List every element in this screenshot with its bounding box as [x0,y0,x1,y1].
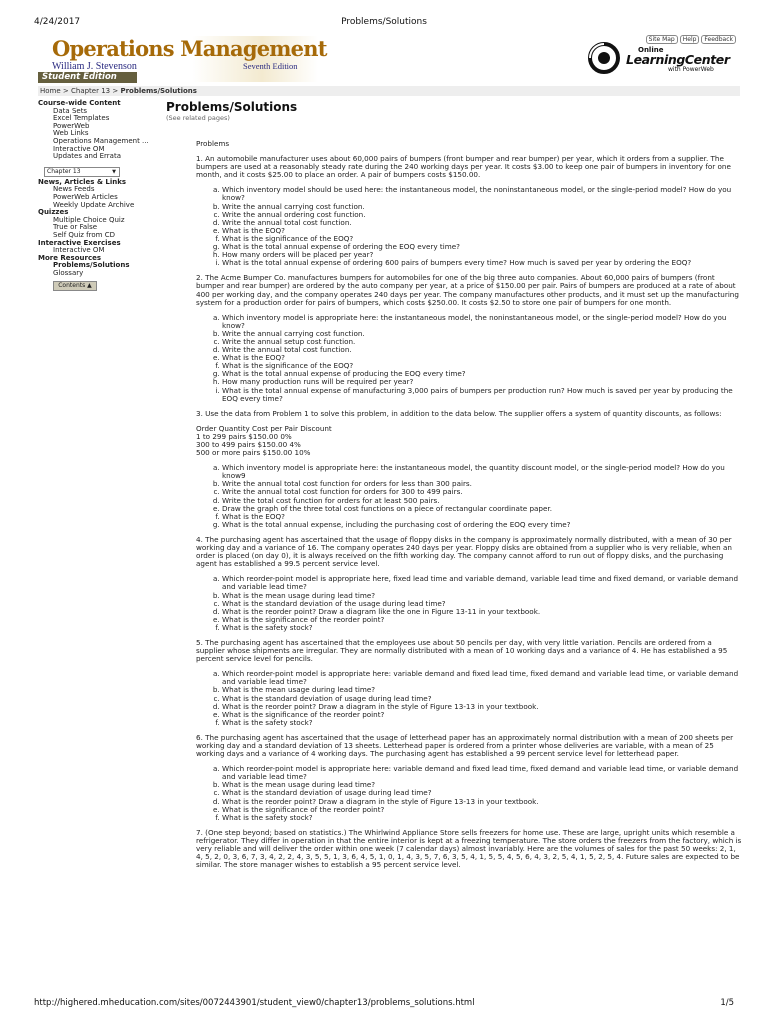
question-item: g. What is the total annual expense, including the purchasing cost of ordering the EOQ every time? [222,521,742,529]
site-map-link[interactable]: Site Map [646,35,678,44]
print-page-number: 1/5 [720,998,734,1008]
question-item: f. What is the significance of the EOQ? [222,235,742,243]
question-item: b. Write the annual carrying cost function. [222,330,742,338]
sidebar-item-updates-errata[interactable]: Updates and Errata [53,152,121,161]
print-header [34,17,734,29]
olc-logo-block [586,36,736,76]
problem-text: 4. The purchasing agent has ascertained that the usage of floppy disks in the company is approximately normally distributed, with a mean of 30 per working day and a variance of 16. The company operates 240 days per year. Floppy disks are obtained from a supplier who is very reliable, when an order is placed (on day 0), it is always received on the fifth working day. The company cannot afford to run out of floppy disks, and the purchasing agent has established a 99.5 percent service level. [196,534,732,569]
question-item: b. What is the mean usage during lead time? [222,592,742,600]
breadcrumb-chapter[interactable]: Chapter 13 [71,87,111,95]
problem-text: 6. The purchasing agent has ascertained that the usage of letterhead paper has an approximately normal distribution with a mean of 200 sheets per working day and a standard deviation of 13 sheets. Letterhead paper is ordered from a printer whose deliveries are variable, with a mean of 25 working days and a variance of 4 working days. The purchasing agent has established a 99 percent service level for letterhead paper. [196,732,734,759]
sidebar-item-powerweb[interactable]: PowerWeb [53,121,90,130]
related-pages-link[interactable]: (See related pages) [166,114,230,122]
sidebar [38,100,158,291]
question-item: f. What is the safety stock? [222,719,742,727]
discount-table [196,425,742,457]
discount-row: 500 or more pairs $150.00 10% [196,448,311,458]
discount-row: 300 to 499 pairs $150.00 4% [196,440,301,449]
sidebar-section-more: More Resources [38,253,102,262]
question-item: d. What is the reorder point? Draw a diagram like the one in Figure 13-11 in your textbook. [222,608,742,616]
sidebar-item-glossary[interactable]: Glossary [53,268,84,277]
question-item: b. Write the annual carrying cost function. [222,203,742,211]
problem-text: 7. (One step beyond; based on statistics.) The Whirlwind Appliance Store sells freezers for home use. These are large, upright units which resemble a refrigerator. They differ in operation in that the entire interior is kept at a freezing temperature. The store orders the freezers from the factory, which is very reliable and will deliver the order within one week (7 calendar days) almost invariably. Here are the volumes of sales for the past 50 weeks: 2, 1, 4, 5, 2, 0, 3, 6, 7, 3, 4, 2, 2, 4, 3, 5, 5, 1, 3, 6, 4, 5, 1, 0, 1, 4, 3, 5, 7, 6, 3, 5, 4, 1, 5, 5, 4, 5, 6, 4, 3, 2, 5, 4, 1, 5, 2, 5, 4. Future sales are expected to be similar. The store manager wishes to establish a 95 percent service level. [196,827,742,870]
question-item: b. What is the mean usage during lead time? [222,686,742,694]
sidebar-item-data-sets[interactable]: Data Sets [53,106,88,115]
main-content [166,100,742,870]
question-item: e. What is the significance of the reorder point? [222,806,742,814]
question-item: e. What is the EOQ? [222,354,742,362]
sidebar-item-operations-management[interactable]: Operations Management ... [53,136,149,145]
question-item: a. Which inventory model should be used here: the instantaneous model, the noninstantaneous model, or the single-period model? How do you know? [222,186,742,202]
discount-row: Order Quantity Cost per Pair Discount [196,423,332,433]
breadcrumb: Home > Chapter 13 > Problems/Solutions [38,86,740,96]
question-item: a. Which reorder-point model is appropriate here: variable demand and fixed lead time, fixed demand and variable lead time, or variable demand and variable lead time? [222,670,742,686]
print-url: http://highered.mheducation.com/sites/0072443901/student_view0/chapter13/problems_solutions.html [34,998,475,1008]
sidebar-section-interactive: Interactive Exercises [38,238,121,247]
sidebar-course-wide: Course-wide Content [38,99,121,107]
question-item: c. Write the annual setup cost function. [222,338,742,346]
sidebar-item-interactive-om-2[interactable]: Interactive OM [53,246,105,255]
print-title: Problems/Solutions [341,17,427,27]
question-item: a. Which reorder-point model is appropriate here, fixed lead time and variable demand, variable lead time and fixed demand, or variable demand and variable lead time? [222,575,742,591]
problem-text: 3. Use the data from Problem 1 to solve this problem, in addition to the data below. The supplier offers a system of quantity discounts, as follows: [196,408,722,418]
question-item: d. What is the reorder point? Draw a diagram in the style of Figure 13-13 in your textbook. [222,798,742,806]
question-item: e. What is the EOQ? [222,227,742,235]
problem-questions [196,186,742,267]
question-item: b. Write the annual total cost function for orders for less than 300 pairs. [222,480,742,488]
question-item: i. What is the total annual expense of manufacturing 3,000 pairs of bumpers per production run? How much is saved per year by producing the EOQ every time? [222,387,742,403]
sidebar-item-self-quiz[interactable]: Self Quiz from CD [53,230,115,239]
sidebar-item-web-links[interactable]: Web Links [53,129,89,138]
question-item: d. Write the total cost function for orders for at least 500 pairs. [222,497,742,505]
problems-heading: Problems [196,139,230,148]
question-item: d. Write the annual total cost function. [222,346,742,354]
question-item: i. What is the total annual expense of ordering 600 pairs of bumpers every time? How much is saved per year by ordering the EOQ? [222,259,742,267]
question-item: d. Write the annual total cost function. [222,219,742,227]
edition: Seventh Edition [243,61,298,71]
question-item: e. What is the significance of the reorder point? [222,616,742,624]
question-item: g. What is the total annual expense of ordering the EOQ every time? [222,243,742,251]
question-item: a. Which inventory model is appropriate here: the instantaneous model, the quantity discount model, or the single-period model? How do you know9 [222,464,742,480]
question-item: a. Which reorder-point model is appropriate here: variable demand and fixed lead time, fixed demand and variable lead time, or variable demand and variable lead time? [222,765,742,781]
question-item: e. Draw the graph of the three total cost functions on a piece of rectangular coordinate paper. [222,505,742,513]
olc-globe-icon [586,40,622,76]
question-item: d. What is the reorder point? Draw a diagram in the style of Figure 13-13 in your textbook. [222,703,742,711]
question-item: b. What is the mean usage during lead time? [222,781,742,789]
sidebar-item-true-false[interactable]: True or False [53,223,98,232]
sidebar-item-multiple-choice[interactable]: Multiple Choice Quiz [53,215,125,224]
question-item: c. What is the standard deviation of usage during lead time? [222,789,742,797]
olc-links [644,36,736,43]
sidebar-item-news-feeds[interactable]: News Feeds [53,185,95,194]
problem-questions [196,765,742,822]
question-item: a. Which inventory model is appropriate here: the instantaneous model, the noninstantaneous model, or the single-period model? How do you know? [222,314,742,330]
olc-learning-center: LearningCenter [626,52,730,67]
contents-button[interactable]: Contents ▲ [53,281,97,291]
sidebar-section-news: News, Articles & Links [38,177,127,186]
student-edition-badge: Student Edition [38,72,137,83]
question-item: c. Write the annual total cost function for orders for 300 to 499 pairs. [222,488,742,496]
olc-powerweb: with PowerWeb [668,66,714,73]
sidebar-item-interactive-om[interactable]: Interactive OM [53,144,105,153]
question-item: e. What is the significance of the reorder point? [222,711,742,719]
problems-body [196,140,742,876]
question-item: c. Write the annual ordering cost function. [222,211,742,219]
question-item: c. What is the standard deviation of usage during lead time? [222,695,742,703]
feedback-link[interactable]: Feedback [701,35,736,44]
problem-questions [196,314,742,403]
question-item: f. What is the safety stock? [222,814,742,822]
sidebar-item-powerweb-articles[interactable]: PowerWeb Articles [53,192,118,201]
question-item: h. How many orders will be placed per year? [222,251,742,259]
sidebar-item-excel-templates[interactable]: Excel Templates [53,114,110,123]
author: William J. Stevenson [52,61,137,72]
print-date: 4/24/2017 [34,17,81,27]
breadcrumb-home[interactable]: Home [40,87,61,95]
question-item: h. How many production runs will be required per year? [222,378,742,386]
question-item: g. What is the total annual expense of producing the EOQ every time? [222,370,742,378]
sidebar-item-weekly-update[interactable]: Weekly Update Archive [53,200,135,209]
olc-online: Online [638,46,664,54]
question-item: f. What is the significance of the EOQ? [222,362,742,370]
help-link[interactable]: Help [680,35,700,44]
question-item: f. What is the EOQ? [222,513,742,521]
chevron-down-icon: ▼ [112,168,116,175]
brand-title: Operations Management [52,36,327,61]
breadcrumb-current: Problems/Solutions [120,87,197,95]
page-title: Problems/Solutions [166,100,298,114]
problem-questions [196,464,742,529]
chapter-select[interactable]: Chapter 13 ▼ [44,167,120,177]
problem-text: 1. An automobile manufacturer uses about 60,000 pairs of bumpers (front bumper and rear bumper) per year, which it orders from a supplier. The bumpers are used at a reasonably steady rate during the 240 working days per year. It costs $3.00 to keep one pair of bumpers in inventory for one month, and it costs $25.00 to place an order. A pair of bumpers costs $150.00. [196,154,731,180]
question-item: c. What is the standard deviation of the usage during lead time? [222,600,742,608]
sidebar-section-quizzes: Quizzes [38,208,69,217]
problem-questions [196,670,742,727]
sidebar-item-problems-solutions[interactable]: Problems/Solutions [53,261,130,270]
discount-row: 1 to 299 pairs $150.00 0% [196,431,292,441]
problem-text: 2. The Acme Bumper Co. manufactures bumpers for automobiles for one of the big three auto companies. About 60,000 pairs of bumpers (front bumper and rear bumper) are ordered by the auto company per year, at a price of $150.00 per pair. Pairs of bumpers are produced at a rate of about 400 per working day, and the company operates 240 days per year. The company manufactures other products, and it must set up the manufacturing system for a production order for pairs of bumpers, which costs $250.00. It costs $2.50 to store one pair of bumpers for one month. [196,273,739,307]
problem-questions [196,575,742,632]
question-item: f. What is the safety stock? [222,624,742,632]
problem-text: 5. The purchasing agent has ascertained that the employees use about 50 pencils per day, with very little variation. Pencils are ordered from a supplier whose shipments are irregular. They are normally distributed with a mean of 10 working days and a variance of 4. He has established a 95 percent service level for pencils. [196,637,728,664]
